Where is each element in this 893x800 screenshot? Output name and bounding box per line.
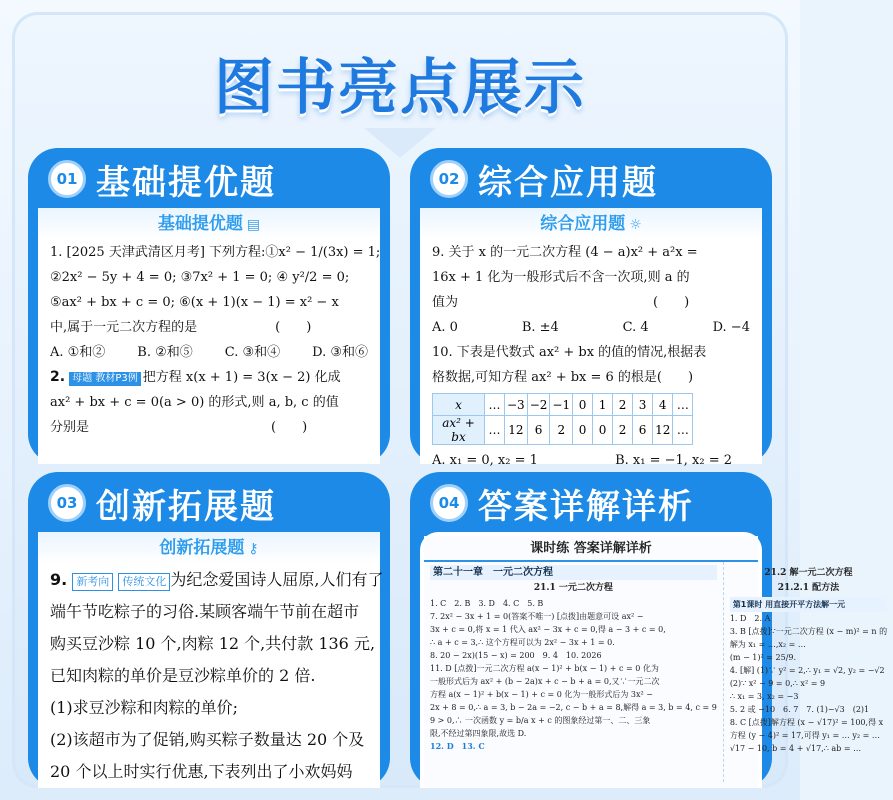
- table-cell: −3: [505, 394, 528, 416]
- question-line: 已知肉粽的单价是豆沙粽单价的 2 倍.: [50, 666, 316, 685]
- question-line: 分别是 ( ): [50, 420, 308, 435]
- table-cell: …: [485, 416, 505, 445]
- question-tag: 新考向: [72, 573, 113, 591]
- answer-line: 8. 20 − 2x)(15 − x) = 200 9. 4 10. 2026: [430, 651, 602, 660]
- answer-line: 12. D 13. C: [430, 741, 485, 751]
- section-banner-label: 综合应用题: [540, 214, 626, 234]
- section-banner: [38, 532, 380, 564]
- values-table: [432, 393, 693, 445]
- question-line: 9. 关于 x 的一元二次方程 (4 − a)x² + a²x =: [432, 245, 698, 260]
- card-header: [28, 148, 390, 210]
- answer-options: [420, 448, 762, 473]
- answer-line: 7. 2x² − 3x + 1 = 0(答案不唯一) [点拨]由题意可设 ax² −: [430, 612, 644, 621]
- table-cell: 0: [573, 416, 593, 445]
- card-header: [28, 472, 390, 534]
- question-line: 购买豆沙粽 10 个,肉粽 12 个,共付款 136 元,: [50, 634, 376, 653]
- answer-line: 1. C 2. B 3. D 4. C 5. B: [430, 599, 544, 608]
- table-cell: 0: [573, 394, 593, 416]
- card-header: [410, 148, 772, 210]
- question-line: (2)该超市为了促销,购买粽子数量达 20 个及: [50, 730, 365, 749]
- question-line: 10. 下表是代数式 ax² + bx 的值的情况,根据表: [432, 345, 707, 360]
- question-tag: 传统文化: [118, 573, 170, 591]
- table-cell: 0: [593, 416, 613, 445]
- question-line: ax² + bx + c = 0(a > 0) 的形式,则 a, b, c 的值: [50, 395, 339, 410]
- question-line: ②2x² − 5y + 4 = 0; ③7x² + 1 = 0; ④ y²/2 = 0;: [50, 270, 350, 285]
- option: A. x₁ = 0, x₂ = 1: [432, 453, 538, 468]
- question-text: 为纪念爱国诗人屈原,人们有了: [170, 570, 384, 589]
- section-banner: [420, 208, 762, 240]
- answer-header: 课时练 答案详解详析: [424, 536, 758, 562]
- table-cell: 2: [613, 416, 633, 445]
- answer-line: (m − 1)² = 25/9.: [729, 653, 797, 662]
- card-number-badge: 02: [430, 160, 468, 198]
- option: C. ③和④: [224, 345, 281, 360]
- table-cell: 2: [613, 394, 633, 416]
- table-cell: ax² + bx: [433, 416, 485, 445]
- card-title: 创新拓展题: [96, 486, 276, 527]
- table-row: [433, 416, 693, 445]
- card-body: [420, 208, 762, 468]
- question-line: 16x + 1 化为一般形式后不含一次项,则 a 的: [432, 270, 690, 285]
- book-search-icon: ▤: [246, 217, 261, 233]
- card-header: [410, 472, 772, 534]
- question-line: 20 个以上时实行优惠,下表列出了小欢妈妈: [50, 762, 353, 781]
- card-number-badge: 03: [48, 484, 86, 522]
- table-cell: −1: [550, 394, 573, 416]
- section-banner-label: 基础提优题: [157, 214, 243, 234]
- section-heading: 21.2 解一元二次方程: [764, 568, 853, 578]
- question-text: 把方程 x(x + 1) = 3(x − 2) 化成: [142, 370, 341, 385]
- option: A. 0: [432, 320, 458, 335]
- answer-line: 11. D [点拨]一元二次方程 a(x − 1)² + b(x − 1) + c = 0 化为: [430, 664, 659, 673]
- answer-line: 4. [解] (1)∵ y² = 2,∴ y₁ = √2, y₂ = −√2: [729, 666, 885, 675]
- card-comprehensive: [410, 148, 772, 468]
- answer-columns: [424, 562, 888, 782]
- question-line: ⑤ax² + bx + c = 0; ⑥(x + 1)(x − 1) = x² − x: [50, 295, 339, 310]
- answer-line: ∴ a + c = 3,∴ 这个方程可以为 2x² − 3x + 1 = 0.: [430, 638, 615, 647]
- answer-booklet: [424, 536, 888, 788]
- answer-line: 解为 x₁ = …,x₂ = …: [729, 640, 806, 649]
- table-cell: …: [673, 416, 693, 445]
- table-cell: 12: [505, 416, 528, 445]
- question-line: (1)求豆沙粽和肉粽的单价;: [50, 698, 239, 717]
- section-banner: [38, 208, 380, 240]
- question-line: 端午节吃粽子的习俗.某顾客端午节前在超市: [50, 602, 360, 621]
- card-title: 综合应用题: [478, 162, 658, 203]
- answer-line: √17 − 10, b = 4 + √17,∴ ab = …: [729, 744, 862, 753]
- subsection-heading: 21.2.1 配方法: [777, 583, 840, 593]
- question-line: 9. 新考向 传统文化 为纪念爱国诗人屈原,人们有了: [50, 570, 384, 589]
- answer-line: 5. 2 或 −10 6. 7 7. (1)−√3 (2)1: [729, 705, 870, 714]
- option: B. ②和⑤: [137, 345, 193, 360]
- card-body: [38, 532, 384, 788]
- question-line: 中,属于一元二次方程的是 ( ): [50, 320, 312, 335]
- table-cell: 4: [653, 394, 673, 416]
- answer-line: 方程 (y − 4)² = 17,可得 y₁ = … y₂ = …: [729, 731, 880, 740]
- option: C. 4: [622, 320, 649, 335]
- answer-options: [420, 315, 762, 340]
- card-body: [420, 532, 888, 788]
- table-cell: …: [485, 394, 505, 416]
- option: A. ①和②: [50, 345, 106, 360]
- table-cell: …: [673, 394, 693, 416]
- page-title: 图书亮点展示: [214, 53, 586, 123]
- option: B. ±4: [521, 320, 559, 335]
- answer-line: 方程 a(x − 1)² + b(x − 1) + c = 0 化为一般形式后为 3x² −: [430, 690, 653, 699]
- answer-column-left: [424, 562, 723, 782]
- table-cell: 6: [633, 416, 653, 445]
- table-cell: 1: [593, 394, 613, 416]
- key-icon: ⚷: [248, 541, 259, 557]
- card-answers: [410, 472, 888, 788]
- section-heading: 21.1 一元二次方程: [533, 583, 613, 593]
- card-title: 答案详解详析: [478, 486, 694, 527]
- answer-column-right: [723, 562, 893, 782]
- answer-line: 3. B [点拨]∵一元二次方程 (x − m)² = n 的: [729, 627, 888, 636]
- question-tag: 母题 教材P3例: [69, 372, 141, 386]
- table-cell: −2: [527, 394, 550, 416]
- table-cell: 3: [633, 394, 653, 416]
- card-number-badge: 04: [430, 484, 468, 522]
- answer-line: ∴ x₁ = 3, x₂ = −3: [729, 692, 799, 701]
- table-cell: 6: [527, 416, 550, 445]
- answer-line: 1. D 2. A: [729, 614, 771, 623]
- card-body: [38, 208, 380, 464]
- answer-line: 限,不经过第四象限,故选 D.: [430, 729, 527, 738]
- answer-line: 3x + c = 0,将 x = 1 代入 ax² − 3x + c = 0,得 a − 3 + c = 0,: [430, 625, 666, 634]
- answer-options: [38, 340, 380, 365]
- chapter-heading: 第二十一章 一元二次方程: [430, 565, 717, 580]
- question-line: 2. 母题 教材P3例 把方程 x(x + 1) = 3(x − 2) 化成: [50, 369, 341, 385]
- option: D. ③和⑥: [312, 345, 368, 360]
- table-row: [433, 394, 693, 416]
- option: B. x₁ = −1, x₂ = 2: [615, 453, 732, 468]
- table-cell: 12: [653, 416, 673, 445]
- question-line: 值为 ( ): [432, 295, 690, 310]
- card-number-badge: 01: [48, 160, 86, 198]
- answer-line: 8. C [点拨]解方程 (x − √17)² = 100,得 x: [729, 718, 884, 727]
- card-innovative: [28, 472, 390, 788]
- table-cell: 2: [550, 416, 573, 445]
- answer-line: 9 > 0,∴ 一次函数 y = b/a x + c 的图象经过第一、二、三象: [430, 716, 651, 725]
- lesson-tag: 第1课时 用直接开平方法解一元: [730, 597, 887, 612]
- option: D. −4: [712, 320, 750, 335]
- answer-line: (2)∵ x² − 9 = 0,∴ x² = 9: [729, 679, 826, 688]
- section-banner-label: 创新拓展题: [159, 538, 245, 558]
- card-basic: [28, 148, 390, 464]
- question-line: 1. [2025 天津武清区月考] 下列方程:①x² − 1/(3x) = 1;: [50, 245, 381, 260]
- card-title: 基础提优题: [96, 162, 276, 203]
- lightbulb-icon: ☼: [629, 217, 642, 233]
- answer-line: 一般形式后为 ax² + (b − 2a)x + c − b + a = 0,又∵一元二次: [430, 677, 660, 686]
- answer-line: 2x + 8 = 0,∴ a = 3, b − 2a = −2, c − b + a = 8,解得 a = 3, b = 4, c = 9: [430, 703, 717, 712]
- question-line: 格数据,可知方程 ax² + bx = 6 的根是( ): [432, 370, 694, 385]
- table-cell: x: [433, 394, 485, 416]
